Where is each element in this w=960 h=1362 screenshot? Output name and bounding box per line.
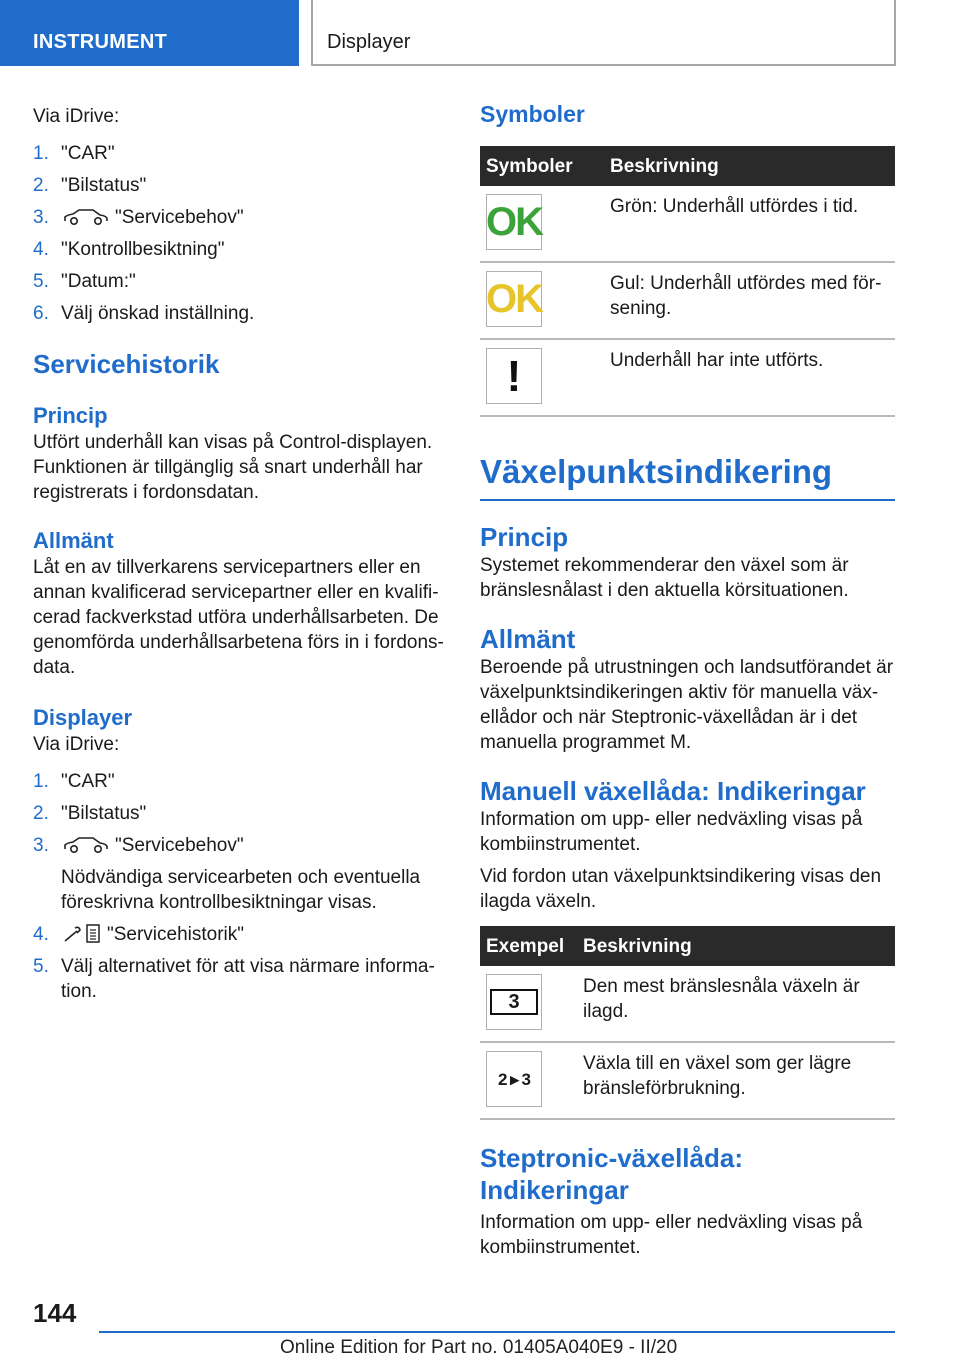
- intro-text: Via iDrive:: [33, 106, 120, 127]
- example-cell: [480, 966, 577, 1042]
- right-column: [480, 100, 895, 1260]
- list-item: [33, 801, 448, 826]
- step-number: 2.: [33, 803, 49, 824]
- symbol-cell: [480, 339, 604, 416]
- heading-displayer: Displayer: [33, 705, 133, 730]
- list-item: [33, 769, 448, 794]
- steps-list-1: [33, 141, 448, 326]
- step-text: "CAR": [61, 771, 115, 792]
- heading-vaxelpunktsindikering: Växelpunktsindikering: [480, 451, 895, 501]
- step-text: "Servicehistorik": [107, 924, 245, 945]
- heading-servicehistorik: Servicehistorik: [33, 349, 220, 379]
- description-cell: Växla till en växel som ger lägre bränsleförbrukning.: [577, 1042, 895, 1119]
- manuell-text-2: Vid fordon utan växelpunktsindikering visas den ilagda växeln.: [480, 866, 882, 912]
- list-item: [33, 173, 448, 198]
- car-icon: [63, 208, 109, 226]
- gear-shift-indicator-icon: 2 ▸ 3: [486, 1051, 542, 1107]
- step-number: 1.: [33, 143, 49, 164]
- steptronic-text: Information om upp- eller nedväxling visas på kombiinstrumentet.: [480, 1212, 863, 1258]
- step-number: 6.: [33, 303, 49, 324]
- step-text: "Bilstatus": [61, 175, 147, 196]
- princip-text: Utfört underhåll kan visas på Control-displayen. Funktionen är tillgänglig så snart underhåll har registrerats i fordonsdatan.: [33, 432, 433, 503]
- step-text: "Kontrollbesiktning": [61, 239, 225, 260]
- example-cell: [480, 1042, 577, 1119]
- footer-divider: [99, 1331, 895, 1333]
- step-text: "CAR": [61, 143, 115, 164]
- description-cell: Gul: Underhåll utfördes med försening.: [604, 262, 895, 339]
- gear-indicator-icon: 3: [486, 974, 542, 1030]
- heading-allmant-right: Allmänt: [480, 624, 576, 654]
- list-item: [33, 301, 448, 326]
- header-title-label: Displayer: [327, 31, 411, 53]
- ok-yellow-icon: OK: [486, 271, 542, 327]
- steps-list-2: [33, 769, 448, 1004]
- step-number: 5.: [33, 271, 49, 292]
- step-number: 3.: [33, 207, 49, 228]
- description-cell: Den mest bränslesnåla växeln är ilagd.: [577, 966, 895, 1042]
- table-header-description: Beskrivning: [604, 146, 895, 186]
- list-item: [33, 269, 448, 294]
- step-number: 4.: [33, 924, 49, 945]
- symbol-cell: [480, 262, 604, 339]
- table-row: [480, 186, 895, 262]
- heading-princip: Princip: [33, 403, 108, 428]
- step-text: "Servicebehov": [115, 835, 244, 856]
- step-text: Välj önskad inställning.: [61, 303, 255, 324]
- list-item: [33, 237, 448, 262]
- heading-symboler: Symboler: [480, 101, 585, 127]
- step-number: 4.: [33, 239, 49, 260]
- heading-allmant: Allmänt: [33, 528, 114, 553]
- left-column: [33, 104, 448, 1011]
- header-title-tab: [311, 0, 896, 66]
- table-row: [480, 1042, 895, 1119]
- heading-manuell: Manuell växellåda: Indikeringar: [480, 776, 866, 806]
- manuell-text-1: Information om upp- eller nedväxling visas på kombiinstrumentet.: [480, 809, 863, 855]
- table-row: [480, 339, 895, 416]
- footer-edition: Online Edition for Part no. 01405A040E9 - II/20: [280, 1337, 678, 1358]
- heading-princip-right: Princip: [480, 522, 569, 552]
- step-number: 5.: [33, 956, 49, 977]
- example-table: [480, 926, 895, 1120]
- table-row: [480, 966, 895, 1042]
- car-icon: [63, 836, 109, 854]
- step-number: 2.: [33, 175, 49, 196]
- table-header-example: Exempel: [480, 926, 577, 966]
- ok-green-icon: OK: [486, 194, 542, 250]
- step-number: 3.: [33, 835, 49, 856]
- list-item: [33, 922, 448, 947]
- description-cell: Grön: Underhåll utfördes i tid.: [604, 186, 895, 262]
- allmant-text: Låt en av tillverkarens servicepartners eller en annan kvalificerad servicepartner eller en kvalificerad fackverkstad utföra underhållsarbeten. De genomförda underhållsarbetena förs in i fordonsdata.: [33, 557, 444, 678]
- header-section-tab: [0, 0, 299, 66]
- symbol-cell: [480, 186, 604, 262]
- list-item: [33, 205, 448, 230]
- step-text: "Bilstatus": [61, 803, 147, 824]
- table-header-description: Beskrivning: [577, 926, 895, 966]
- header-section-label: INSTRUMENT: [33, 31, 168, 53]
- list-item: [33, 954, 448, 1004]
- symbol-table: [480, 146, 895, 417]
- step-subtext: Nödvändiga servicearbeten och eventuella föreskrivna kontrollbesiktningar visas.: [61, 867, 421, 913]
- exclamation-icon: !: [486, 348, 542, 404]
- list-item: [33, 833, 448, 915]
- step-text: "Servicebehov": [115, 207, 244, 228]
- service-history-icon: [63, 922, 101, 944]
- list-item: [33, 141, 448, 166]
- step-text: Välj alternativet för att visa närmare information.: [61, 956, 435, 1002]
- page-number: 144: [33, 1298, 77, 1328]
- description-cell: Underhåll har inte utförts.: [604, 339, 895, 416]
- step-number: 1.: [33, 771, 49, 792]
- allmant-text-right: Beroende på utrustningen och landsutförandet är växelpunktsindikeringen aktiv för manuella växellådor och när Steptronic-växellådan är i det manuella programmet M.: [480, 657, 894, 753]
- intro-text-2: Via iDrive:: [33, 734, 120, 755]
- table-header-symbol: Symboler: [480, 146, 604, 186]
- heading-steptronic: Steptronic-växellåda: Indikeringar: [480, 1143, 743, 1205]
- step-text: "Datum:": [61, 271, 136, 292]
- table-row: [480, 262, 895, 339]
- princip-text-right: Systemet rekommenderar den växel som är bränslesnålast i den aktuella körsituationen.: [480, 555, 849, 601]
